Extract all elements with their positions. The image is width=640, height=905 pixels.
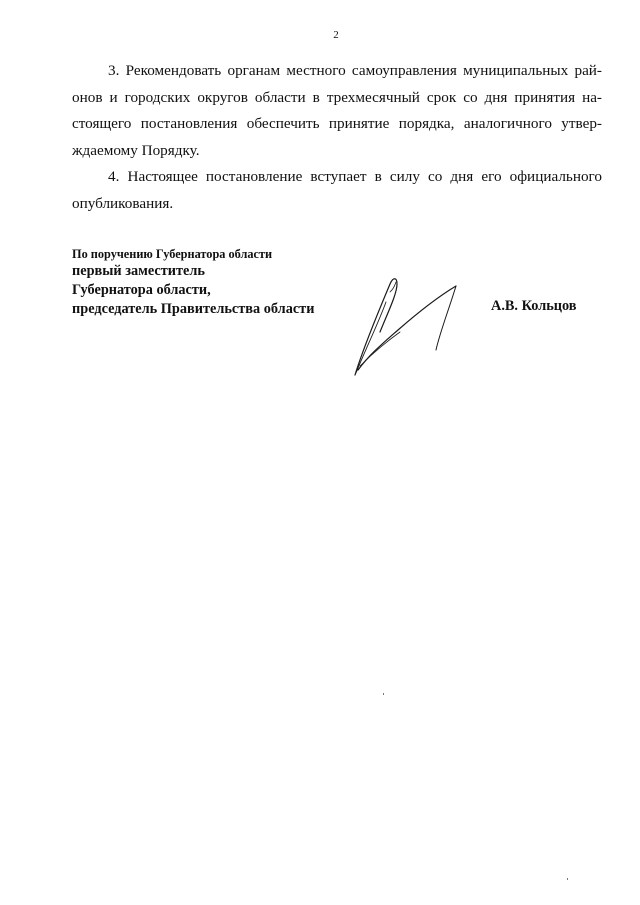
page-number: 2: [333, 29, 339, 41]
paragraph-line: онов и городских округов области в трехмесячный срок со дня принятия на-: [72, 88, 602, 106]
signing-instruction: По поручению Губернатора области: [72, 247, 273, 261]
paragraph-line: ждаемому Порядку.: [72, 141, 200, 159]
paragraph-line: опубликования.: [72, 194, 174, 212]
paragraph-line: 3. Рекомендовать органам местного самоуправления муниципальных рай-: [108, 62, 602, 79]
scan-speck: [383, 693, 384, 695]
paragraph-line: 4. Настоящее постановление вступает в силу со дня его официального: [108, 168, 602, 185]
paragraph-line: стоящего постановления обеспечить принятие порядка, аналогичного утвер-: [72, 115, 602, 132]
signature-block: [72, 246, 314, 319]
handwritten-signature: [340, 272, 470, 382]
paragraph-4: [72, 164, 602, 217]
paragraph-3: [72, 58, 602, 164]
signer-position-line: Губернатора области,: [72, 282, 211, 298]
signer-name: А.В. Кольцов: [491, 298, 577, 314]
signer-position-line: председатель Правительства области: [72, 301, 315, 317]
scan-speck: [567, 878, 568, 880]
signer-position-line: первый заместитель: [72, 263, 205, 279]
